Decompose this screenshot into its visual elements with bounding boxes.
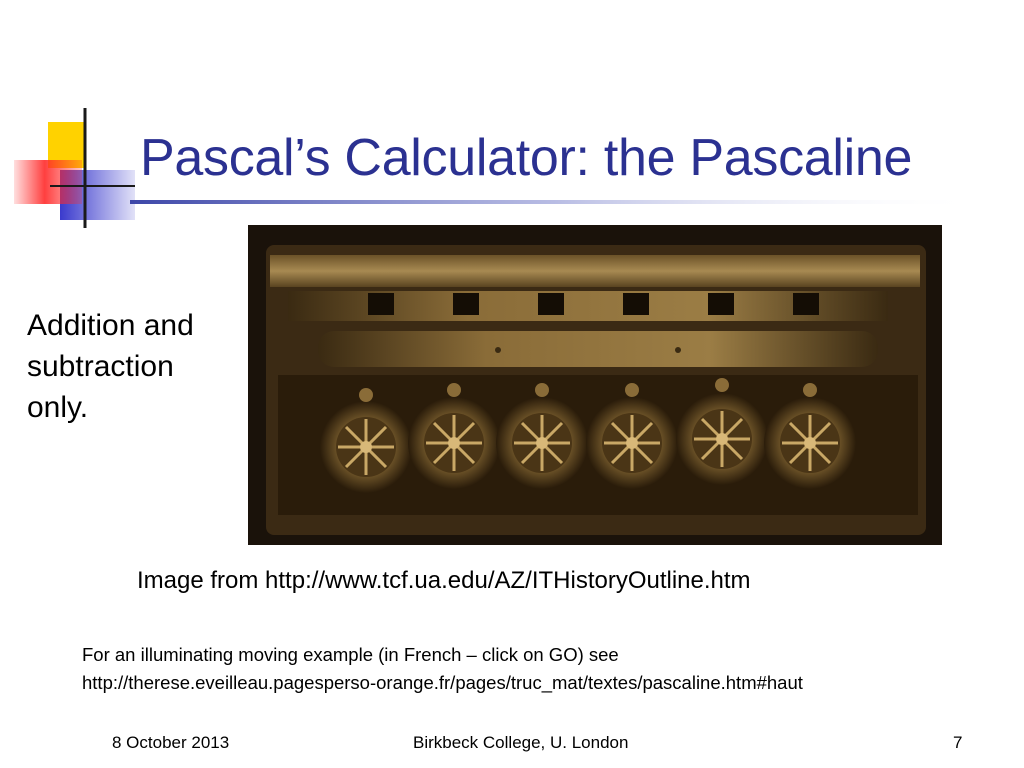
bullet-line: subtraction	[27, 350, 174, 383]
pascaline-photo	[248, 225, 942, 545]
slide-title: Pascal’s Calculator: the Pascaline	[140, 129, 913, 187]
title-underline	[130, 199, 980, 205]
slide-number: 7	[953, 733, 963, 752]
bullet-text	[27, 305, 242, 428]
pascaline-machine-image	[248, 225, 942, 545]
note-line: For an illuminating moving example (in French – click on GO) see	[82, 644, 619, 665]
bullet-line: only.	[27, 391, 89, 424]
note-link[interactable]: http://therese.eveilleau.pagesperso-orange.fr/pages/truc_mat/textes/pascaline.htm#haut	[82, 672, 803, 693]
slide-logo-icon	[0, 0, 150, 240]
footer-organization: Birkbeck College, U. London	[413, 733, 629, 752]
image-caption: Image from http://www.tcf.ua.edu/AZ/ITHistoryOutline.htm	[137, 567, 751, 594]
footer-date: 8 October 2013	[112, 733, 230, 752]
reference-note	[82, 641, 803, 697]
bullet-line: Addition and	[27, 309, 194, 342]
